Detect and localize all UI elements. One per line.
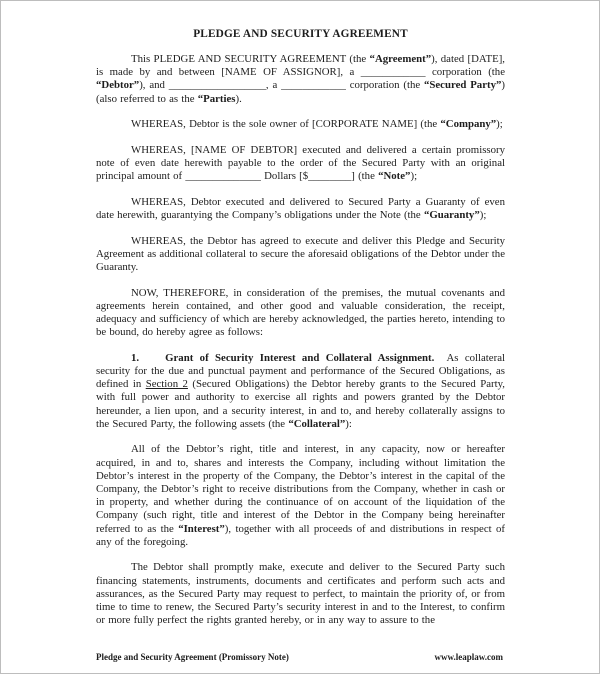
paragraph-7 — [96, 352, 505, 431]
document-title: PLEDGE AND SECURITY AGREEMENT — [193, 28, 408, 40]
bold-run: “Interest” — [178, 522, 225, 535]
text-run: The Debtor shall promptly make, execute and deliver to the Secured Party such financing statements, instruments, documents and certificates and perform such acts and assurances, as the Secured Party may request to perfect, to maintain the priority of, or from time to time to renew, the Secured Party’s security interest in and to the Interest, to confirm or more fully perfect the rights granted hereby, or in any way to assure to the — [96, 561, 505, 627]
paragraph-8 — [96, 443, 505, 549]
text-run: ), and __________________, a ____________ corporation (the — [139, 79, 424, 92]
bold-run: “Note” — [378, 170, 411, 183]
paragraph-5 — [96, 235, 505, 275]
text-run: ): — [345, 417, 352, 430]
footer-website: www.leaplaw.com — [434, 652, 503, 662]
text-run: ). — [235, 92, 242, 105]
bold-run: “Guaranty” — [423, 209, 480, 221]
text-run: WHEREAS, the Debtor has agreed to execute and deliver this Pledge and Security Agreement as additional collateral to secure the aforesaid obligations of the Debtor under the Guaranty. — [96, 234, 505, 273]
text-run: WHEREAS, [NAME OF DEBTOR] executed and delivered a certain promissory note of even date herewith payable to the order of the Secured Party with an original principal amount of ______________ Dollars [$________] (the — [96, 143, 505, 183]
text-run: NOW, THEREFORE, in consideration of the premises, the mutual covenants and agreements herein contained, and other good and valuable consideration, the receipt, adequacy and sufficiency of which are hereby acknowledged, the parties hereto, intending to be bound, do hereby agree as follows: — [96, 286, 505, 339]
text-run: ); — [410, 170, 418, 183]
bold-run: “Agreement” — [369, 53, 432, 65]
paragraph-1 — [96, 53, 505, 106]
bold-run: 1. — [131, 351, 140, 364]
text-run: (Secured Obligations) the Debtor hereby grants to the Secured Party, with full power and authority to exercise all rights and powers granted by the Debtor hereunder, a lien upon, and a security interest, in and to, and hereby collaterally assigns to the Secured Party, the following assets (the — [96, 378, 505, 430]
text-run: All of the Debtor’s right, title and interest, in any capacity, now or hereafter acquired, in and to, shares and interests the Company, including without limitation the Debtor’s interest in the property of the Company, the Debtor’s interest in the capital of the Company, the Debtor’s right to receive distributions from the Company, whether in cash or in property, and whether during the continuance of on account of the liquidation of the Company (such right, title and interest of the Debtor in the Company being hereinafter referred to as the — [96, 443, 505, 535]
document-body — [96, 53, 505, 627]
text-run: ), together with all proceeds of and distributions in respect of any of the foregoing. — [96, 522, 505, 548]
bold-run: “Collateral” — [288, 417, 346, 430]
bold-run: “Parties — [197, 92, 236, 105]
bold-run: “Debtor” — [96, 79, 140, 92]
bold-run: Grant of Security Interest and Collateral Assignment. — [165, 351, 435, 364]
document-content — [96, 28, 505, 627]
underline-run: Section 2 — [145, 378, 188, 391]
text-run: WHEREAS, Debtor is the sole owner of [CORPORATE NAME] (the — [131, 118, 441, 131]
footer-doc-title: Pledge and Security Agreement (Promissory Note) — [96, 652, 289, 662]
paragraph-4 — [96, 196, 505, 222]
text-run: As collateral security for the due and punctual payment and performance of the Secured Obligations, as defined in — [96, 351, 505, 391]
paragraph-6 — [96, 287, 505, 340]
page-footer — [96, 652, 503, 662]
text-run: ); — [479, 209, 487, 221]
bold-run: “Company” — [440, 118, 497, 131]
bold-run: “Secured Party” — [423, 79, 502, 92]
text-run: ) (also referred to as the — [96, 79, 506, 105]
text-run: ), dated [DATE], is made by and between [NAME OF ASSIGNOR], a ____________ corporation (the — [96, 53, 505, 79]
paragraph-3 — [96, 144, 505, 184]
text-run: WHEREAS, Debtor executed and delivered to Secured Party a Guaranty of even date herewith, guarantying the Company’s obligations under the Note (the — [96, 195, 505, 221]
text-run: ); — [496, 118, 503, 131]
paragraph-9 — [96, 561, 505, 627]
text-run: This PLEDGE AND SECURITY AGREEMENT (the — [131, 53, 370, 65]
paragraph-2 — [96, 118, 505, 131]
